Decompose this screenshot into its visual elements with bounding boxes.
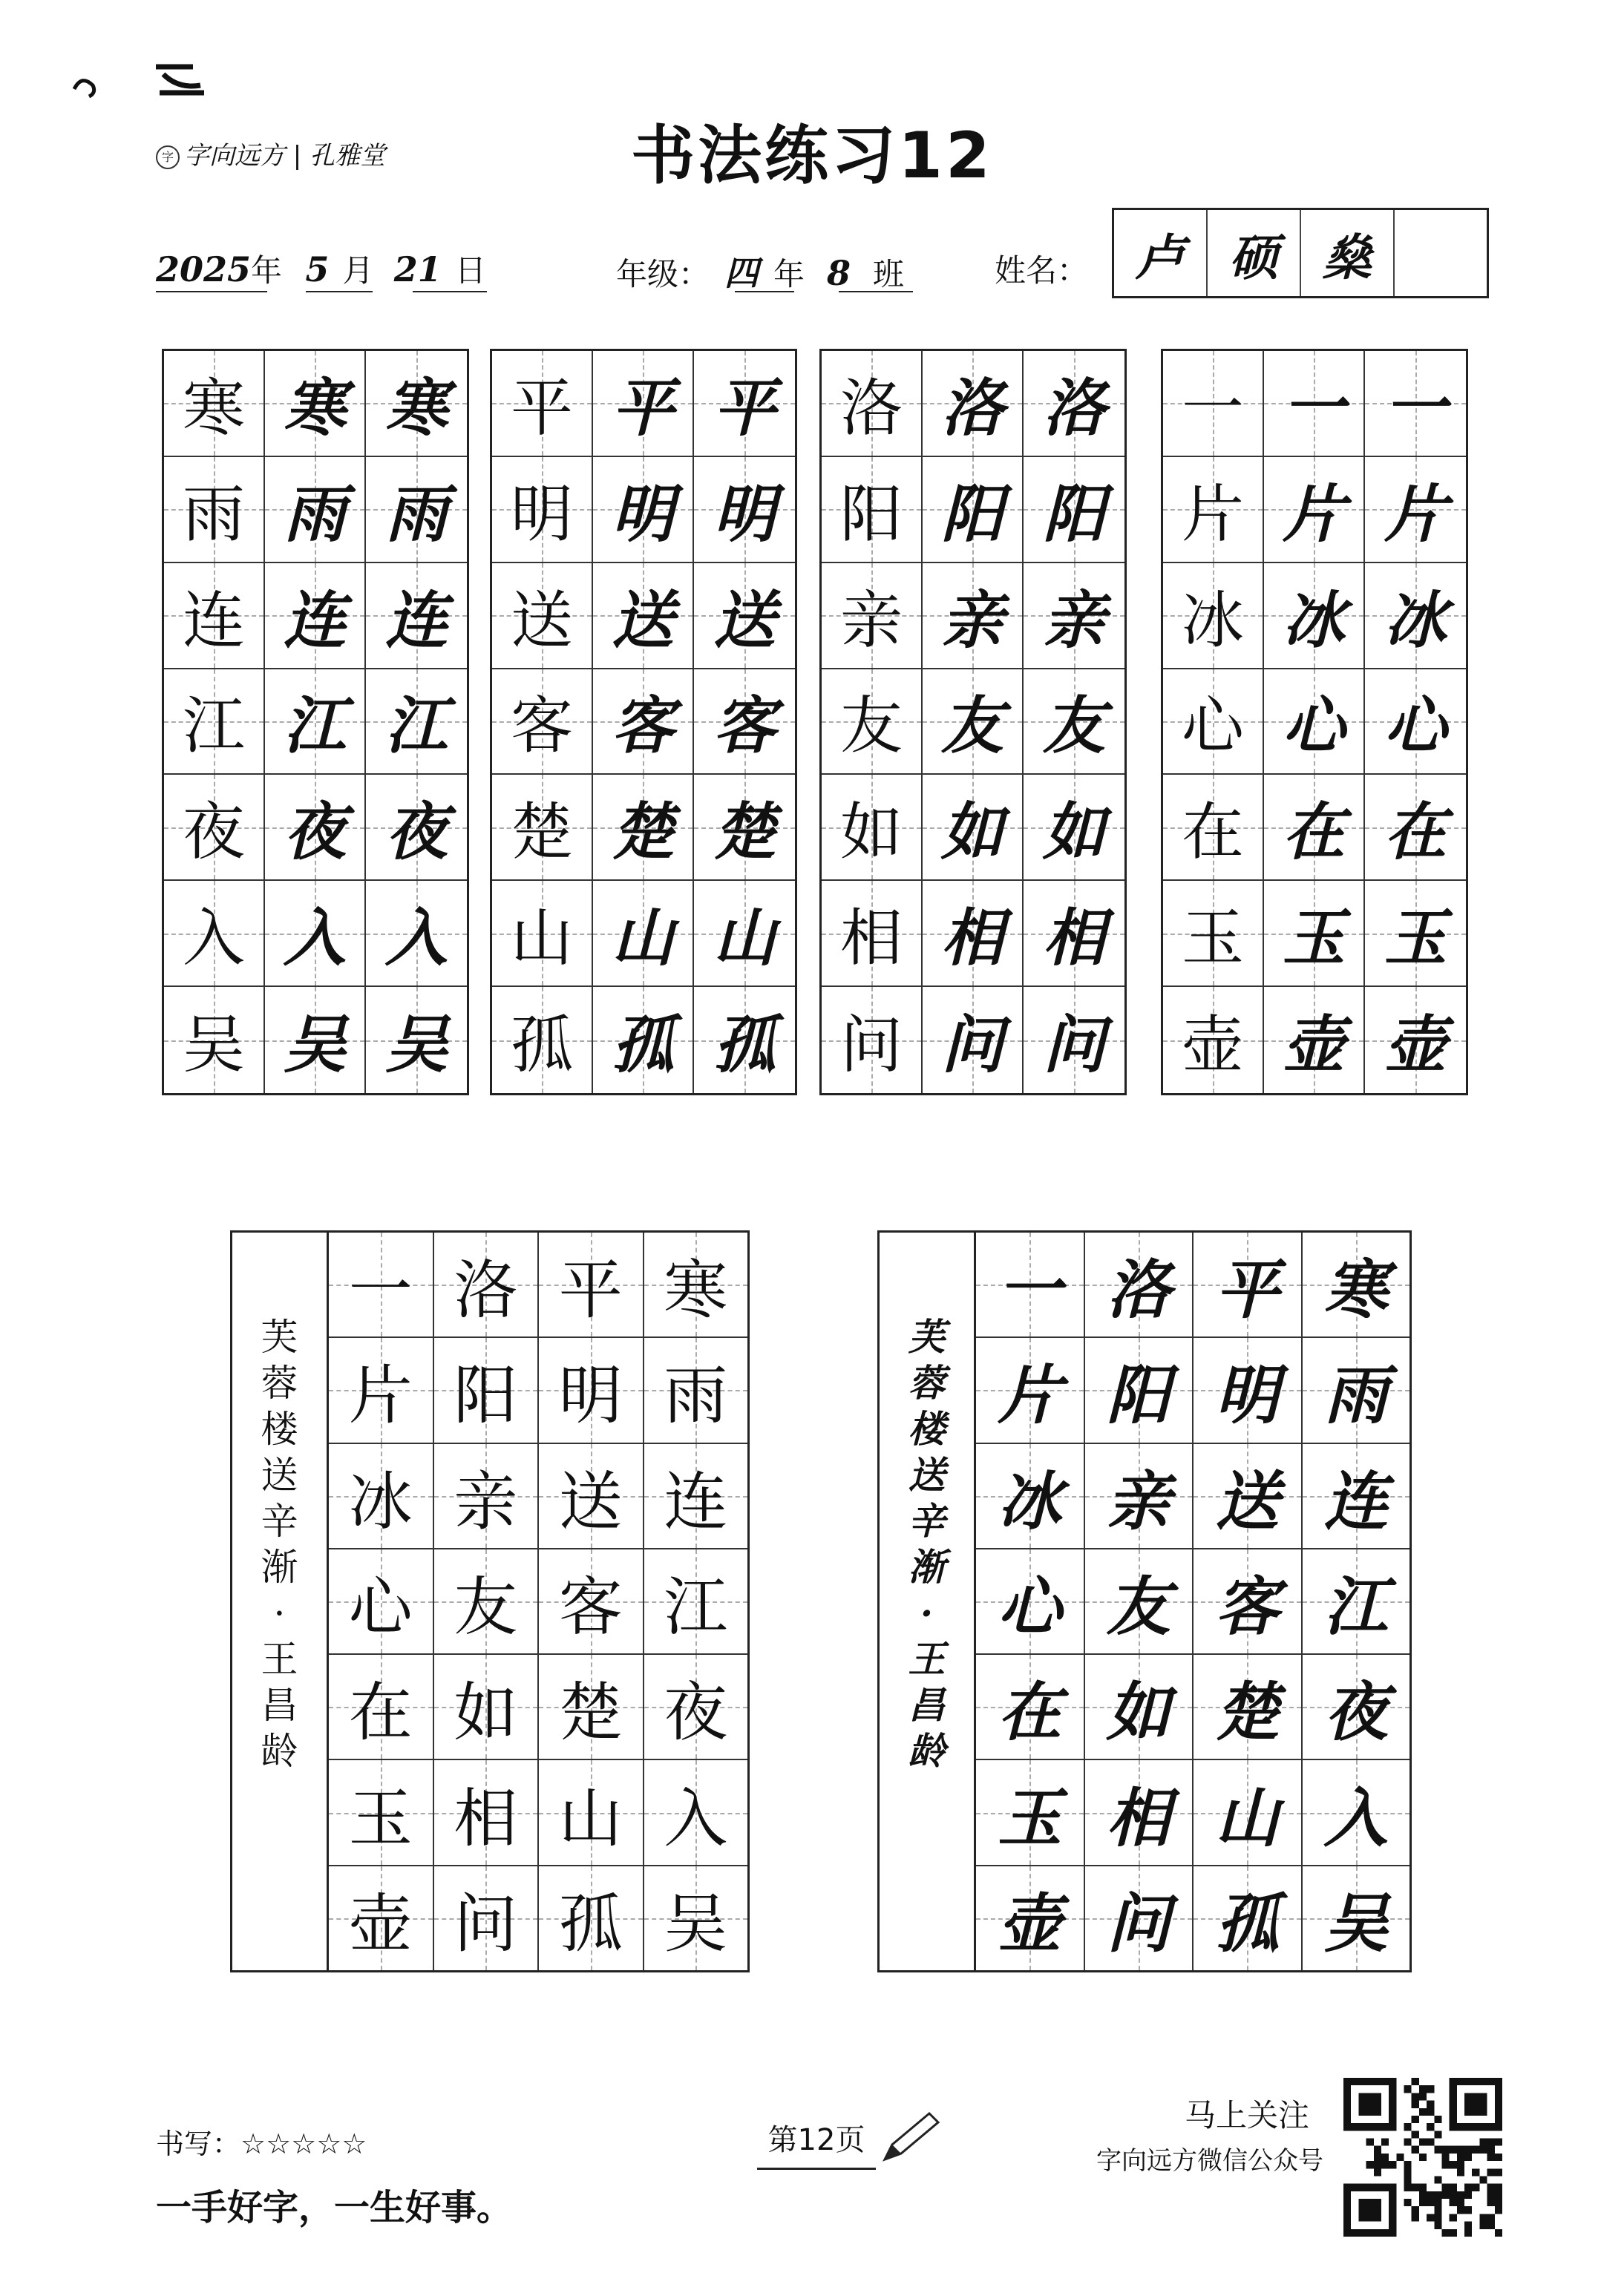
poem-cell: 孤 — [539, 1866, 643, 1970]
poem-column — [1084, 1233, 1193, 1970]
practice-cell: 平 — [593, 351, 694, 457]
poem-cell: 送 — [1194, 1444, 1301, 1549]
practice-cell: 送 — [694, 563, 795, 669]
poem-cell: 明 — [539, 1338, 643, 1443]
practice-cell: 洛 — [1024, 351, 1124, 457]
poem-cell: 连 — [644, 1444, 748, 1549]
motto: 一手好字，一生好事。 — [156, 2187, 513, 2228]
practice-cell: 在 — [1264, 775, 1365, 881]
practice-cell: 吴 — [265, 987, 366, 1093]
poem-cell: 入 — [644, 1760, 748, 1866]
name-label: 姓名： — [995, 252, 1089, 289]
byline-char: 昌 — [908, 1683, 946, 1727]
practice-cell: 阳 — [822, 457, 923, 563]
practice-cell: 夜 — [366, 775, 467, 881]
poem-cell: 在 — [329, 1655, 433, 1760]
month-underline — [306, 291, 373, 292]
class-value: 8 — [827, 253, 851, 293]
poem-cell: 洛 — [1085, 1233, 1193, 1338]
practice-cell: 江 — [164, 669, 265, 775]
brand-text: 字向远方 | 孔雅堂 — [184, 141, 386, 171]
practice-cell: 玉 — [1163, 881, 1264, 987]
poem-cell: 一 — [976, 1233, 1084, 1338]
practice-cell: 山 — [593, 881, 694, 987]
grade-field — [616, 246, 904, 295]
practice-cell: 友 — [923, 669, 1024, 775]
poem-column — [433, 1233, 538, 1970]
byline-char: 王 — [908, 1637, 946, 1681]
byline-char: 王 — [261, 1638, 298, 1681]
poem-cell: 孤 — [1194, 1866, 1301, 1970]
poem-cell: 友 — [1085, 1549, 1193, 1655]
poem-cell: 入 — [1303, 1760, 1410, 1866]
practice-cell: 连 — [366, 563, 467, 669]
name-char: 卢 — [1114, 210, 1208, 296]
year-label: 年 — [251, 252, 283, 289]
practice-cell: 壶 — [1264, 987, 1365, 1093]
practice-cell: 江 — [366, 669, 467, 775]
practice-cell: 心 — [1264, 669, 1365, 775]
qr-code-icon[interactable] — [1343, 2078, 1502, 2237]
practice-cell: 吴 — [164, 987, 265, 1093]
poem-cell: 楚 — [539, 1655, 643, 1760]
practice-cell: 玉 — [1264, 881, 1365, 987]
poem-cell: 山 — [539, 1760, 643, 1866]
practice-cell: 玉 — [1365, 881, 1466, 987]
poem-cell: 吴 — [644, 1866, 748, 1970]
practice-cell: 连 — [265, 563, 366, 669]
practice-cell: 雨 — [164, 457, 265, 563]
practice-cell: 寒 — [265, 351, 366, 457]
poem-cell: 连 — [1303, 1444, 1410, 1549]
practice-cell: 壶 — [1365, 987, 1466, 1093]
poem-cell: 明 — [1194, 1338, 1301, 1443]
practice-cell: 寒 — [366, 351, 467, 457]
practice-cell: 相 — [923, 881, 1024, 987]
practice-cell: 在 — [1365, 775, 1466, 881]
poem-cell: 客 — [539, 1549, 643, 1655]
poem-cell: 雨 — [1303, 1338, 1410, 1443]
poem-cell: 相 — [1085, 1760, 1193, 1866]
rating-stars: ☆☆☆☆☆ — [240, 2128, 367, 2160]
practice-cell: 楚 — [492, 775, 593, 881]
practice-block-1 — [162, 349, 469, 1095]
poem-column — [1301, 1233, 1410, 1970]
practice-cell: 洛 — [923, 351, 1024, 457]
date-day: 21 — [393, 249, 442, 289]
byline-char: · — [273, 1592, 286, 1635]
poem-cell: 江 — [644, 1549, 748, 1655]
poem-column — [537, 1233, 643, 1970]
poem-cell: 寒 — [1303, 1233, 1410, 1338]
practice-cell: 客 — [694, 669, 795, 775]
poem-cell: 友 — [434, 1549, 538, 1655]
byline-char: 芙 — [261, 1316, 298, 1359]
practice-block-3 — [819, 349, 1127, 1095]
poem-cell: 阳 — [434, 1338, 538, 1443]
page-number: 第12页 — [757, 2116, 876, 2170]
poem-cell: 问 — [434, 1866, 538, 1970]
practice-cell: 问 — [1024, 987, 1124, 1093]
practice-cell: 入 — [164, 881, 265, 987]
practice-cell: 寒 — [164, 351, 265, 457]
poem-model — [230, 1230, 750, 1972]
practice-cell: 明 — [593, 457, 694, 563]
practice-cell: 夜 — [265, 775, 366, 881]
practice-cell: 在 — [1163, 775, 1264, 881]
poem-byline-model — [232, 1233, 329, 1970]
poem-cell: 客 — [1194, 1549, 1301, 1655]
practice-cell: 如 — [1024, 775, 1124, 881]
poem-byline-student — [880, 1233, 976, 1970]
practice-cell: 楚 — [593, 775, 694, 881]
poem-cell: 冰 — [976, 1444, 1084, 1549]
poem-cell: 江 — [1303, 1549, 1410, 1655]
practice-cell: 山 — [492, 881, 593, 987]
rating — [156, 2121, 367, 2162]
poem-cell: 平 — [539, 1233, 643, 1338]
practice-cell: 阳 — [1024, 457, 1124, 563]
poem-cell: 亲 — [1085, 1444, 1193, 1549]
practice-block-2 — [490, 349, 797, 1095]
practice-cell: 吴 — [366, 987, 467, 1093]
practice-cell: 孤 — [694, 987, 795, 1093]
page-title: 书法练习12 — [631, 119, 993, 193]
poem-cell: 山 — [1194, 1760, 1301, 1866]
poem-cell: 片 — [329, 1338, 433, 1443]
poem-cell: 阳 — [1085, 1338, 1193, 1443]
practice-cell: 客 — [593, 669, 694, 775]
pen-icon — [877, 2108, 944, 2167]
poem-column — [643, 1233, 748, 1970]
practice-cell: 问 — [822, 987, 923, 1093]
byline-char: 送 — [908, 1453, 946, 1497]
practice-cell: 心 — [1365, 669, 1466, 775]
practice-cell: 夜 — [164, 775, 265, 881]
poem-cell: 壶 — [976, 1866, 1084, 1970]
practice-cell: 送 — [593, 563, 694, 669]
brand-seal-icon: 字 — [156, 145, 180, 169]
name-char: 燊 — [1301, 210, 1395, 296]
byline-char: 渐 — [261, 1546, 298, 1589]
practice-cell: 送 — [492, 563, 593, 669]
practice-cell: 楚 — [694, 775, 795, 881]
practice-cell: 明 — [492, 457, 593, 563]
poem-columns-model — [329, 1233, 747, 1970]
practice-cell: 洛 — [822, 351, 923, 457]
practice-cell: 平 — [694, 351, 795, 457]
poem-cell: 壶 — [329, 1866, 433, 1970]
practice-cell: 相 — [822, 881, 923, 987]
practice-cell: 片 — [1163, 457, 1264, 563]
practice-cell: 友 — [822, 669, 923, 775]
practice-cell: 问 — [923, 987, 1024, 1093]
practice-block-4 — [1161, 349, 1468, 1095]
practice-cell: 如 — [822, 775, 923, 881]
practice-cell: 一 — [1264, 351, 1365, 457]
grade-label: 年级： — [616, 256, 710, 292]
practice-cell: 阳 — [923, 457, 1024, 563]
practice-cell: 如 — [923, 775, 1024, 881]
practice-cell: 江 — [265, 669, 366, 775]
byline-char: 蓉 — [261, 1362, 298, 1405]
poem-student — [877, 1230, 1412, 1972]
practice-cell: 壶 — [1163, 987, 1264, 1093]
practice-cell: 平 — [492, 351, 593, 457]
grade-underline — [735, 291, 794, 292]
poem-cell: 送 — [539, 1444, 643, 1549]
practice-cell: 亲 — [1024, 563, 1124, 669]
poem-cell: 吴 — [1303, 1866, 1410, 1970]
poem-column — [1192, 1233, 1301, 1970]
poem-cell: 心 — [976, 1549, 1084, 1655]
grade-suffix: 年 — [773, 256, 805, 292]
practice-cell: 片 — [1365, 457, 1466, 563]
poem-cell: 平 — [1194, 1233, 1301, 1338]
wechat-label: 字向远方微信公众号 — [1096, 2146, 1323, 2176]
byline-char: 昌 — [261, 1684, 298, 1727]
byline-char: 送 — [261, 1454, 298, 1497]
poem-cell: 雨 — [644, 1338, 748, 1443]
poem-cell: 玉 — [976, 1760, 1084, 1866]
poem-cell: 如 — [434, 1655, 538, 1760]
poem-cell: 冰 — [329, 1444, 433, 1549]
poem-cell: 玉 — [329, 1760, 433, 1866]
practice-cell: 山 — [694, 881, 795, 987]
byline-char: 辛 — [261, 1500, 298, 1543]
poem-cell: 亲 — [434, 1444, 538, 1549]
byline-char: 龄 — [908, 1729, 946, 1773]
practice-cell: 一 — [1163, 351, 1264, 457]
poem-column — [329, 1233, 433, 1970]
byline-char: 辛 — [908, 1499, 946, 1543]
poem-cell: 洛 — [434, 1233, 538, 1338]
byline-char: 楼 — [908, 1407, 946, 1451]
practice-cell: 雨 — [366, 457, 467, 563]
name-char — [1395, 210, 1487, 296]
practice-cell: 冰 — [1163, 563, 1264, 669]
practice-cell: 片 — [1264, 457, 1365, 563]
month-label: 月 — [342, 252, 374, 289]
practice-cell: 亲 — [923, 563, 1024, 669]
poem-cell: 如 — [1085, 1655, 1193, 1760]
practice-cell: 客 — [492, 669, 593, 775]
byline-char: 龄 — [261, 1730, 298, 1773]
practice-cell: 连 — [164, 563, 265, 669]
poem-column — [976, 1233, 1084, 1970]
day-label: 日 — [454, 252, 486, 289]
poem-cell: 一 — [329, 1233, 433, 1338]
practice-cell: 友 — [1024, 669, 1124, 775]
date-field — [156, 246, 486, 291]
practice-cell: 孤 — [593, 987, 694, 1093]
practice-cell: 一 — [1365, 351, 1466, 457]
practice-cell: 冰 — [1365, 563, 1466, 669]
practice-cell: 亲 — [822, 563, 923, 669]
corner-scribble — [67, 59, 208, 104]
poem-columns-student — [976, 1233, 1409, 1970]
poem-cell: 问 — [1085, 1866, 1193, 1970]
practice-cell: 相 — [1024, 881, 1124, 987]
poem-cell: 心 — [329, 1549, 433, 1655]
practice-cell: 雨 — [265, 457, 366, 563]
year-underline — [156, 291, 267, 292]
practice-cell: 冰 — [1264, 563, 1365, 669]
name-box — [1112, 208, 1489, 298]
byline-char: 渐 — [908, 1545, 946, 1589]
poem-cell: 夜 — [1303, 1655, 1410, 1760]
poem-cell: 楚 — [1194, 1655, 1301, 1760]
byline-char: 蓉 — [908, 1361, 946, 1405]
poem-cell: 片 — [976, 1338, 1084, 1443]
rating-label: 书写： — [156, 2128, 241, 2160]
follow-label: 马上关注 — [1184, 2097, 1309, 2133]
byline-char: 楼 — [261, 1408, 298, 1451]
date-year: 2025 — [156, 249, 252, 289]
date-month: 5 — [305, 249, 330, 289]
practice-cell: 孤 — [492, 987, 593, 1093]
byline-char: 芙 — [908, 1315, 946, 1359]
practice-cell: 心 — [1163, 669, 1264, 775]
poem-cell: 相 — [434, 1760, 538, 1866]
byline-char: · — [920, 1591, 934, 1635]
day-underline — [413, 291, 487, 292]
class-suffix: 班 — [873, 256, 905, 292]
practice-cell: 入 — [366, 881, 467, 987]
poem-cell: 寒 — [644, 1233, 748, 1338]
class-underline — [839, 291, 913, 292]
name-char: 硕 — [1208, 210, 1301, 296]
practice-cell: 明 — [694, 457, 795, 563]
practice-cell: 入 — [265, 881, 366, 987]
grade-value: 四 — [724, 253, 759, 293]
poem-cell: 夜 — [644, 1655, 748, 1760]
poem-cell: 在 — [976, 1655, 1084, 1760]
